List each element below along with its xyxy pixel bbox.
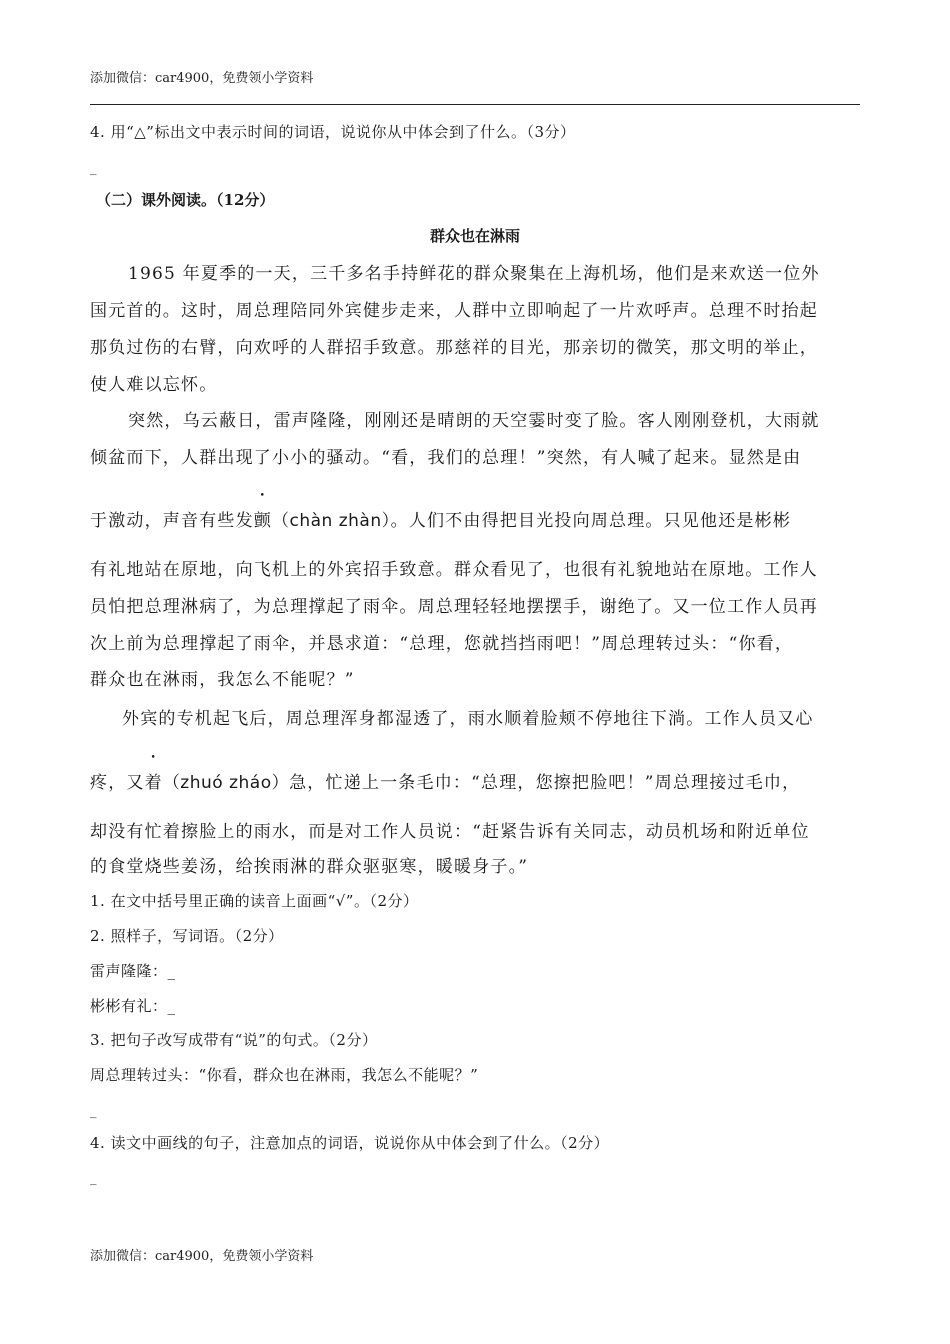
pinyin-options: （chàn zhàn） (272, 511, 391, 531)
question-3-sentence: 周总理转过头：“你看，群众也在淋雨，我怎么不能呢？” (90, 1066, 479, 1084)
question-2: 2. 照样子，写词语。（2分） (90, 927, 284, 945)
question-4-time-words: 4. 用“△”标出文中表示时间的词语，说说你从中体会到了什么。（3分） (90, 123, 576, 141)
passage-line: 员怕把总理淋病了，为总理撑起了雨伞。周总理轻轻地摆摆手，谢绝了。又一位工作人员再 (90, 597, 818, 617)
answer-blank: _ (90, 161, 97, 176)
passage-line: 外宾的专机起飞后，周总理浑身都湿透了，雨水顺着脸颊不停地往下淌。工作人员又心 (122, 709, 814, 729)
passage-text: 于激动，声音有些发 (90, 511, 254, 531)
passage-line: 国元首的。这时，周总理陪同外宾健步走来，人群中立即响起了一片欢呼声。总理不时抬起 (90, 301, 818, 321)
passage-line: 次上前为总理撑起了雨伞，并恳求道：“总理，您就挡挡雨吧！”周总理转过头：“你看， (90, 634, 794, 654)
passage-line: 那负过伤的右臂，向欢呼的人群招手致意。那慈祥的目光，那亲切的微笑，那文明的举止， (90, 338, 818, 358)
question-3: 3. 把句子改写成带有“说”的句式。（2分） (90, 1031, 378, 1049)
answer-blank: _ (90, 1104, 97, 1119)
passage-line: 却没有忙着擦脸上的雨水，而是对工作人员说：“赶紧告诉有关同志，动员机场和附近单位 (90, 822, 810, 842)
passage-text: 急，忙递上一条毛巾：“总理，您擦把脸吧！”周总理接过毛巾， (289, 773, 801, 793)
passage-line (90, 506, 791, 531)
page-header: 添加微信：car4900，免费领小学资料 (90, 71, 314, 86)
emphasis-dot-char: 颤 (253, 511, 273, 531)
passage-text: 疼，又 (90, 773, 145, 793)
answer-blank: _ (90, 1171, 97, 1186)
passage-line: 使人难以忘怀。 (90, 375, 218, 395)
pinyin-options: （zhuó zháo） (162, 773, 290, 793)
passage-line: 倾盆而下，人群出现了小小的骚动。“看，我们的总理！”突然，有人喊了起来。显然是由 (90, 448, 802, 468)
question-2-item-1: 雷声隆隆：_ (90, 962, 176, 980)
header-rule (90, 104, 860, 105)
question-2-item-2: 彬彬有礼：_ (90, 997, 176, 1015)
passage-line: 1965 年夏季的一天，三千多名手持鲜花的群众聚集在上海机场，他们是来欢送一位外 (128, 264, 820, 284)
passage-line: 群众也在淋雨，我怎么不能呢？” (90, 670, 355, 690)
passage-line: 突然，乌云蔽日，雷声隆隆，刚刚还是晴朗的天空霎时变了脸。客人刚刚登机，大雨就 (128, 411, 820, 431)
passage-title: 群众也在淋雨 (429, 227, 520, 245)
page-footer: 添加微信：car4900，免费领小学资料 (90, 1249, 314, 1264)
section-title: （二）课外阅读。（12分） (96, 191, 275, 209)
emphasis-dot-char: 着 (144, 773, 163, 793)
passage-text: 。人们不由得把目光投向周总理。只见他还是彬彬 (390, 511, 792, 531)
question-4: 4. 读文中画线的句子，注意加点的词语，说说你从中体会到了什么。（2分） (90, 1134, 610, 1152)
question-1: 1. 在文中括号里正确的读音上面画“√”。（2分） (90, 892, 419, 910)
passage-line: 有礼地站在原地，向飞机上的外宾招手致意。群众看见了，也很有礼貌地站在原地。工作人 (90, 560, 818, 580)
passage-line (90, 768, 800, 793)
passage-line: 的食堂烧些姜汤，给挨雨淋的群众驱驱寒，暖暖身子。” (90, 857, 529, 877)
